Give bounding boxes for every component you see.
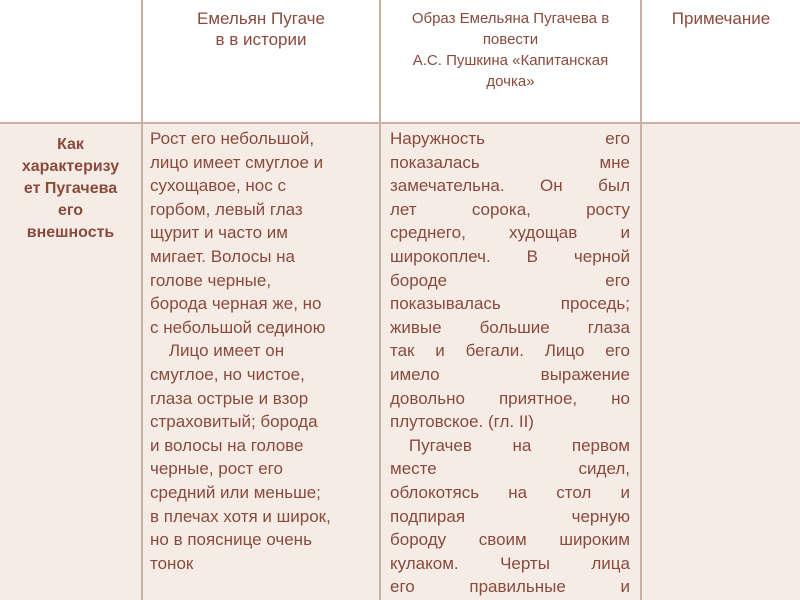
row-note-cell [642, 124, 800, 600]
header-novel-cell [381, 0, 642, 124]
novel-word: бороду [390, 530, 447, 550]
novel-word: своим [478, 530, 527, 550]
novel-line [390, 316, 630, 340]
novel-word: сидел, [578, 459, 630, 479]
novel-line [390, 269, 630, 293]
history-line: тонок [150, 553, 194, 573]
novel-line [390, 434, 630, 458]
novel-word: росту [586, 199, 630, 219]
novel-word: месте [390, 459, 437, 479]
novel-line [390, 245, 630, 269]
novel-word: сорока, [471, 199, 531, 219]
novel-word: черной [573, 246, 630, 266]
novel-word: довольно [390, 388, 465, 408]
novel-word: подпирая [390, 506, 466, 526]
novel-word: но [611, 388, 630, 408]
novel-line [390, 174, 630, 198]
novel-word: бегали. [465, 341, 524, 361]
novel-word: и [620, 482, 630, 502]
history-line: лицо имеет смуглое и [150, 152, 324, 172]
history-line: мигает. Волосы на [150, 246, 295, 266]
novel-word: Лицо [544, 341, 585, 361]
novel-line [390, 221, 630, 245]
novel-word: был [598, 176, 630, 196]
header-history-title: Емельян Пугаче в в истории [197, 9, 325, 49]
history-line: глаза острые и взор [150, 388, 309, 408]
novel-word: выражение [540, 364, 630, 384]
novel-line [390, 528, 630, 552]
history-line: средний или меньше; [150, 482, 321, 502]
novel-word: Черты [500, 553, 550, 573]
novel-line: плутовское. (гл. II) [390, 412, 534, 432]
novel-word: широким [559, 530, 630, 550]
novel-word: кулаком. [390, 553, 459, 573]
novel-word: его [605, 341, 630, 361]
history-line: Лицо имеет он [150, 341, 285, 361]
novel-description [381, 124, 640, 599]
novel-word: правильные [469, 577, 566, 597]
novel-word: Наружность [390, 129, 486, 148]
novel-word: и [620, 577, 630, 597]
novel-word: черную [571, 506, 630, 526]
row-question-text: Как характеризу ет Пугачева его внешность [21, 136, 120, 241]
novel-word: на [508, 482, 528, 502]
novel-line [390, 552, 630, 576]
novel-word: показалась [390, 152, 480, 172]
history-line: и волосы на голове [150, 435, 304, 455]
history-line: страховитый; борода [150, 412, 318, 432]
novel-word: показывалась [390, 294, 501, 314]
novel-line [390, 575, 630, 599]
novel-word: приятное, [498, 388, 578, 408]
history-line: черные, рост его [150, 459, 283, 479]
novel-word: так [390, 341, 415, 361]
novel-line [390, 292, 630, 316]
novel-word: Он [540, 176, 563, 196]
header-novel-title: Образ Емельяна Пугачева в повести А.С. Пушкина «Капитанская дочка» [411, 10, 610, 90]
novel-word: на [512, 435, 532, 455]
novel-word: стол [556, 482, 592, 502]
novel-line [390, 505, 630, 529]
novel-word: среднего, [390, 223, 466, 243]
novel-line [390, 481, 630, 505]
novel-word: худощав [509, 223, 578, 243]
novel-word: большие [479, 317, 550, 337]
header-note-title: Примечание [671, 9, 771, 28]
novel-word: широкоплеч. [390, 246, 491, 266]
history-line: борода черная же, но [150, 294, 322, 314]
history-line: Рост его небольшой, [150, 129, 315, 148]
novel-word: замечательна. [390, 176, 505, 196]
history-line: горбом, левый глаз [150, 199, 303, 219]
novel-line [390, 363, 630, 387]
novel-line [390, 339, 630, 363]
history-line: голове черные, [150, 270, 272, 290]
novel-line [390, 151, 630, 175]
novel-word: живые [390, 317, 442, 337]
header-empty-cell [0, 0, 143, 124]
row-history-cell [143, 124, 381, 600]
row-question-cell [0, 124, 143, 600]
header-history-cell [143, 0, 381, 124]
novel-word: первом [571, 435, 630, 455]
novel-line [390, 198, 630, 222]
header-note-cell [642, 0, 800, 124]
history-line: смуглое, но чистое, [150, 364, 305, 384]
novel-word: Пугачев [390, 435, 472, 455]
history-line: с небольшой сединою [150, 317, 326, 337]
novel-word: его [605, 129, 630, 148]
novel-word: глаза [587, 317, 630, 337]
novel-word: бороде [390, 270, 448, 290]
novel-line [390, 457, 630, 481]
history-line: сухощавое, нос с [150, 176, 286, 196]
row-novel-cell [381, 124, 642, 600]
novel-line [390, 127, 630, 151]
history-line: но в пояснице очень [150, 530, 312, 550]
novel-word: и [435, 341, 445, 361]
novel-word: лица [591, 553, 630, 573]
history-line: щурит и часто им [150, 223, 288, 243]
novel-word: его [605, 270, 630, 290]
novel-word: облокотясь [390, 482, 480, 502]
novel-word: мне [599, 152, 630, 172]
novel-word: лет [390, 199, 417, 219]
history-line: в плечах хотя и широк, [150, 506, 331, 526]
novel-word: его [390, 577, 415, 597]
novel-word: В [526, 246, 538, 266]
history-description [143, 124, 379, 575]
novel-word: имело [390, 364, 440, 384]
novel-word: и [620, 223, 630, 243]
novel-word: проседь; [560, 294, 630, 314]
novel-line [390, 387, 630, 411]
